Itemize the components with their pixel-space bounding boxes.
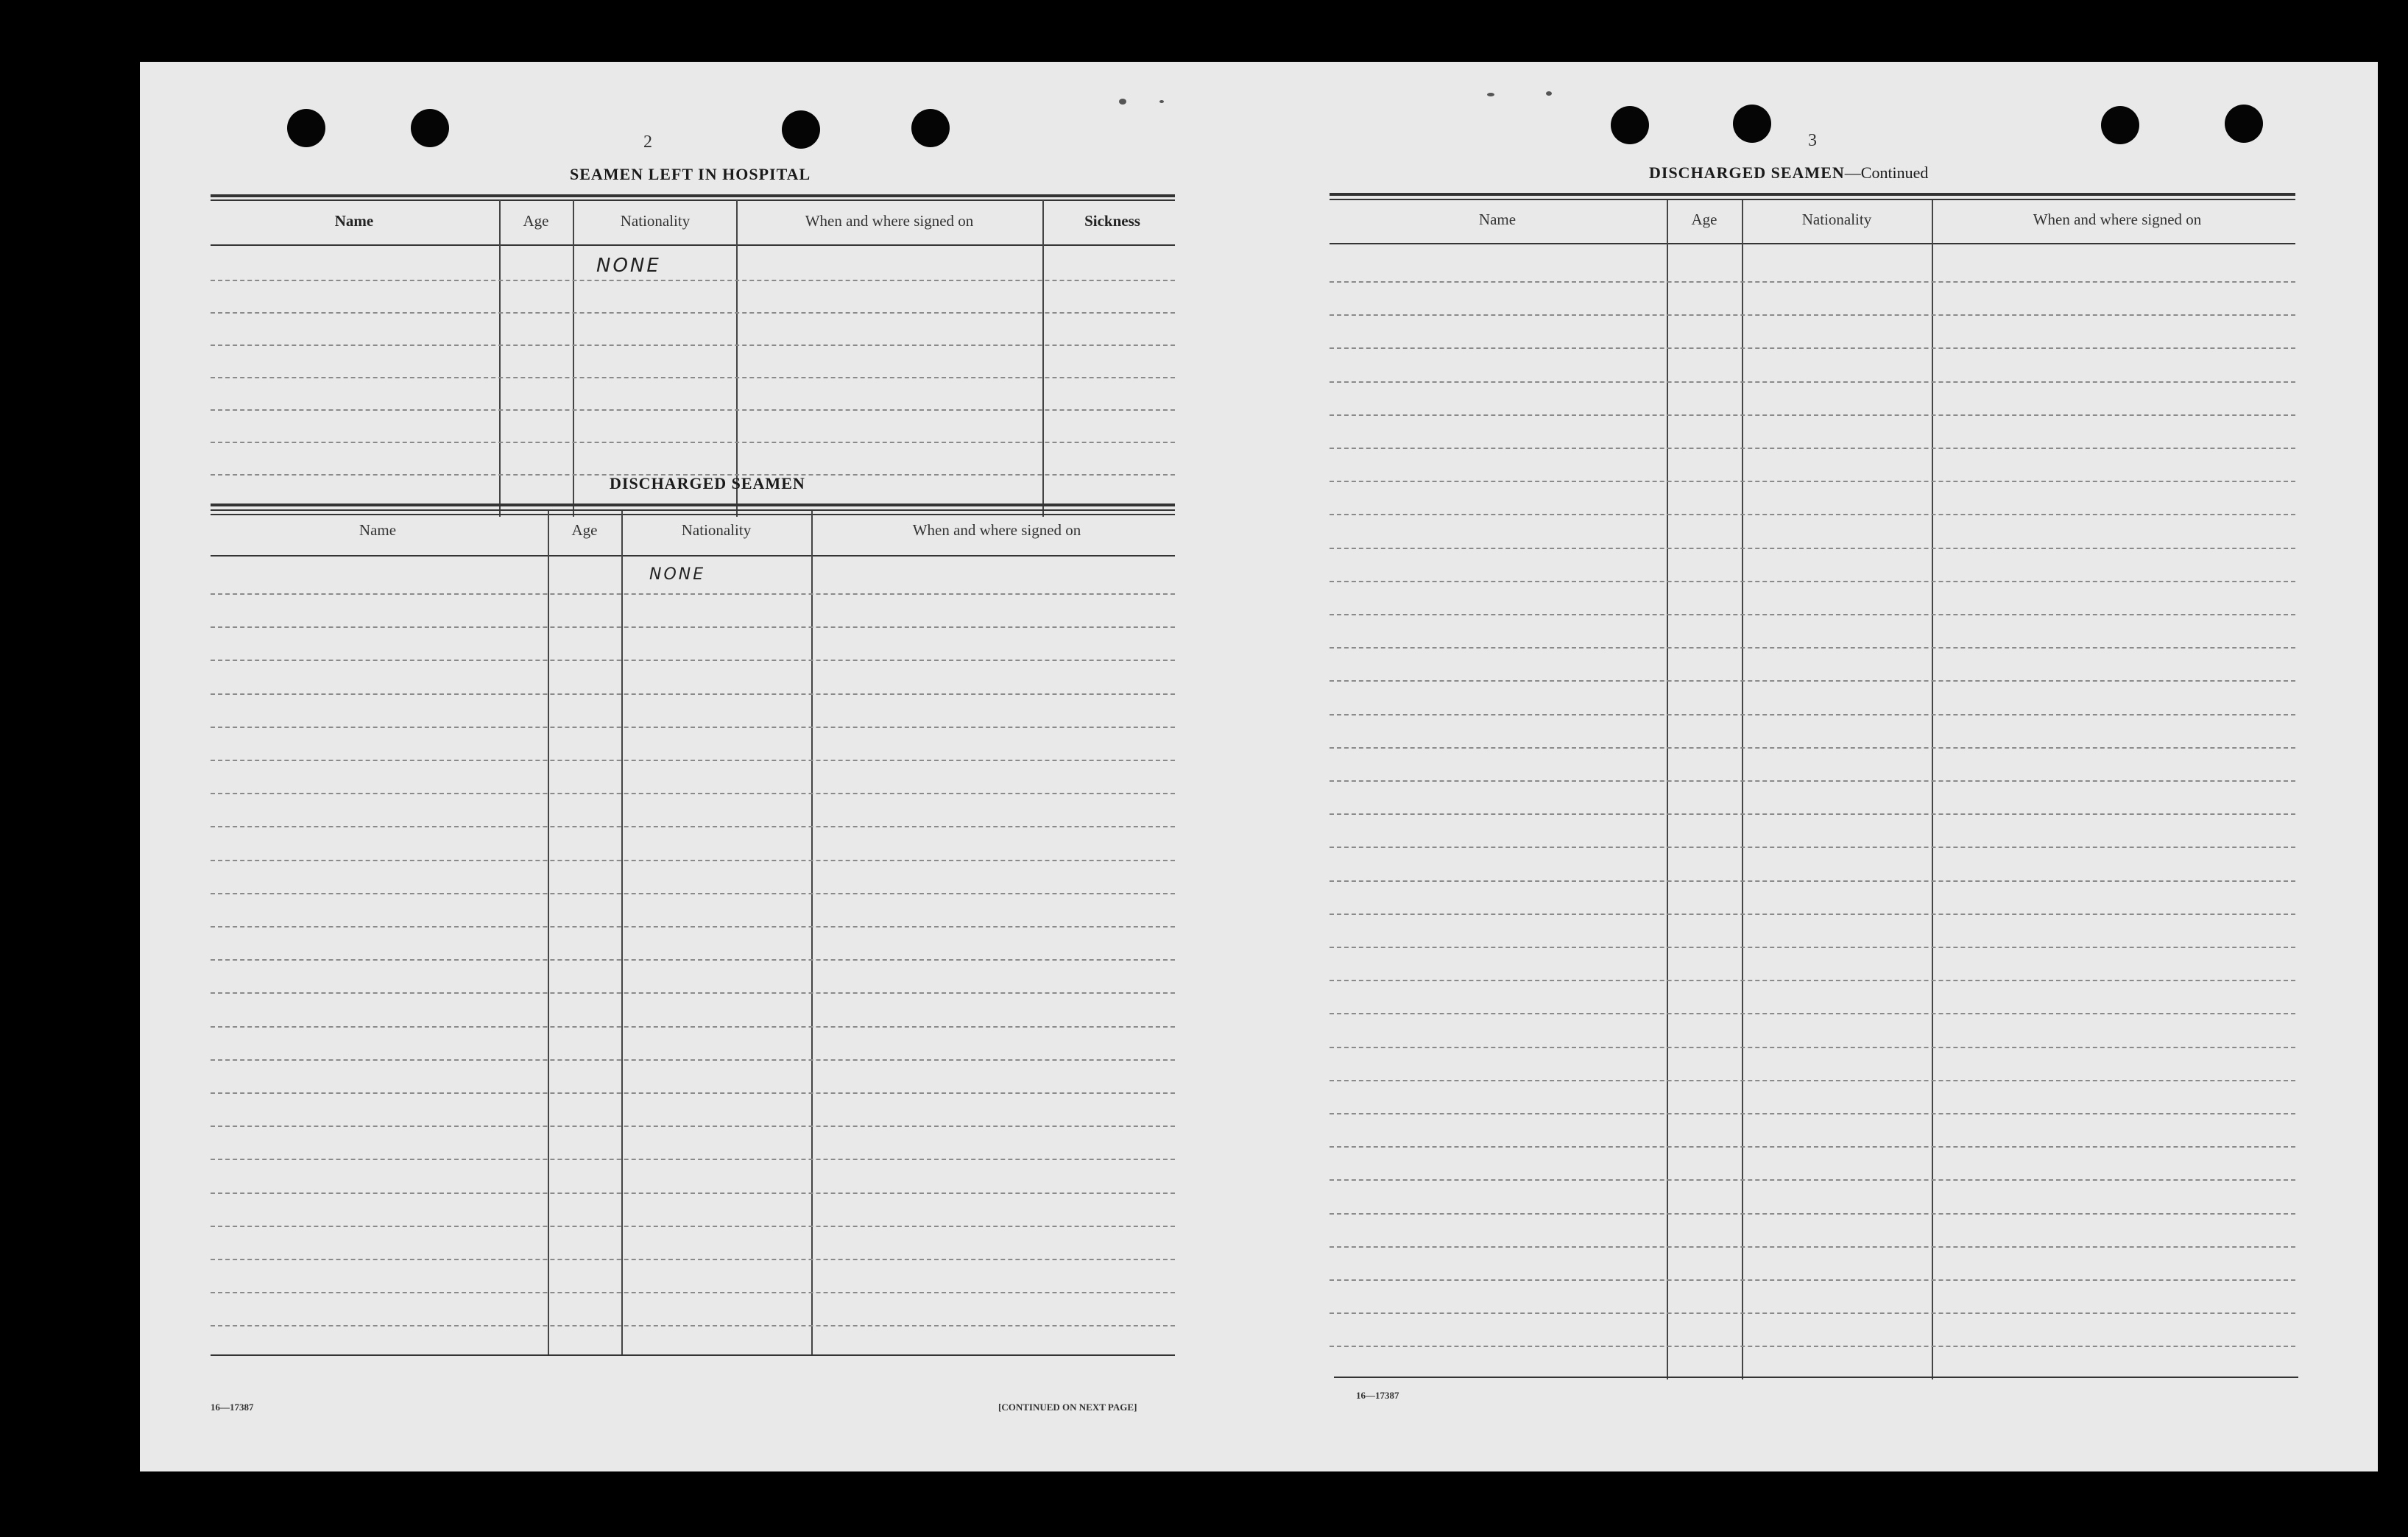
table-row xyxy=(211,926,1175,928)
table-top-rule xyxy=(1330,199,2295,200)
table-row xyxy=(1330,1047,2295,1048)
table-row xyxy=(1330,780,2295,782)
table-row xyxy=(1330,880,2295,882)
punch-hole xyxy=(411,109,449,147)
table-bottom-rule xyxy=(1334,1377,2298,1378)
table-row xyxy=(211,1026,1175,1028)
table-row xyxy=(1330,680,2295,682)
table-row xyxy=(1330,1113,2295,1114)
form-code: 16—17387 xyxy=(211,1402,254,1413)
table-row xyxy=(211,1126,1175,1127)
column-divider xyxy=(811,511,813,1356)
table-row xyxy=(1330,281,2295,283)
form-code: 16—17387 xyxy=(1356,1390,1399,1401)
punch-hole xyxy=(1611,106,1649,144)
table-row xyxy=(211,1159,1175,1160)
column-divider xyxy=(548,511,549,1356)
column-divider xyxy=(573,200,574,517)
table-row xyxy=(211,760,1175,761)
column-header-nationality: Nationality xyxy=(681,521,752,539)
table-row xyxy=(1330,614,2295,615)
table-row xyxy=(211,280,1175,281)
section-title-main: DISCHARGED SEAMEN xyxy=(1649,163,1845,182)
table-row xyxy=(211,660,1175,661)
table-top-rule xyxy=(211,199,1175,201)
punch-hole xyxy=(782,110,820,149)
column-header-sickness: Sickness xyxy=(1084,212,1140,230)
table-row xyxy=(1330,947,2295,948)
table-row xyxy=(211,727,1175,728)
continued-note: [CONTINUED ON NEXT PAGE] xyxy=(998,1402,1137,1413)
punch-hole xyxy=(2225,105,2263,143)
table-row xyxy=(1330,1146,2295,1148)
table-row xyxy=(1330,980,2295,981)
header-rule xyxy=(1330,243,2295,244)
scan-speck xyxy=(1119,99,1126,105)
section-title xyxy=(1649,163,1928,183)
page-number: 2 xyxy=(643,132,652,152)
column-header-signed-on: When and where signed on xyxy=(805,212,974,230)
handwritten-entry: NONE xyxy=(649,565,706,584)
table-row xyxy=(211,959,1175,961)
punch-hole xyxy=(2101,106,2139,144)
column-divider xyxy=(621,511,623,1356)
column-header-nationality: Nationality xyxy=(620,212,691,230)
table-bottom-rule xyxy=(211,514,1175,515)
header-rule xyxy=(211,244,1175,246)
table-row xyxy=(1330,647,2295,649)
table-row xyxy=(211,1059,1175,1061)
discharged-section-title: DISCHARGED SEAMEN xyxy=(610,474,805,492)
table-row xyxy=(1330,381,2295,383)
column-divider xyxy=(499,200,501,517)
column-header-name: Name xyxy=(1478,211,1517,228)
table-top-rule xyxy=(1330,193,2295,196)
table-row xyxy=(1330,514,2295,515)
column-header-age: Age xyxy=(523,212,549,230)
table-row xyxy=(211,1192,1175,1194)
table-row xyxy=(1330,1279,2295,1281)
column-header-name: Name xyxy=(334,212,374,230)
table-row xyxy=(1330,1246,2295,1248)
table-row xyxy=(211,312,1175,314)
table-row xyxy=(211,344,1175,346)
table-row xyxy=(211,1325,1175,1326)
table-row xyxy=(211,860,1175,861)
table-row xyxy=(211,626,1175,628)
table-row xyxy=(211,992,1175,994)
table-row xyxy=(1330,1179,2295,1181)
table-row xyxy=(1330,714,2295,716)
table-row xyxy=(211,1092,1175,1094)
table-row xyxy=(1330,747,2295,749)
scan-speck xyxy=(1487,93,1494,96)
document-sheet xyxy=(140,62,2378,1471)
table-row xyxy=(1330,581,2295,582)
column-divider xyxy=(1742,200,1743,1379)
header-rule xyxy=(211,555,1175,556)
punch-hole xyxy=(1733,105,1771,143)
table-row xyxy=(211,593,1175,595)
column-header-age: Age xyxy=(571,521,598,539)
punch-hole xyxy=(911,109,950,147)
column-divider xyxy=(1042,200,1044,517)
column-divider xyxy=(1667,200,1668,1379)
column-header-age: Age xyxy=(1691,211,1717,228)
table-row xyxy=(1330,314,2295,316)
table-bottom-rule xyxy=(211,1354,1175,1356)
table-row xyxy=(1330,481,2295,482)
table-row xyxy=(211,409,1175,411)
table-row xyxy=(1330,813,2295,815)
table-row xyxy=(211,693,1175,695)
table-row xyxy=(1330,1312,2295,1314)
punch-hole xyxy=(287,109,325,147)
table-row xyxy=(211,1292,1175,1293)
handwritten-entry: NONE xyxy=(596,255,661,277)
table-row xyxy=(211,793,1175,794)
table-row xyxy=(211,826,1175,827)
column-header-signed-on: When and where signed on xyxy=(912,521,1081,539)
table-top-rule xyxy=(211,509,1175,511)
column-divider xyxy=(1932,200,1933,1379)
table-row xyxy=(1330,847,2295,848)
column-header-signed-on: When and where signed on xyxy=(2033,211,2202,228)
section-title-suffix: —Continued xyxy=(1844,163,1929,182)
scan-speck xyxy=(1159,100,1164,103)
table-row xyxy=(1330,448,2295,449)
table-row xyxy=(1330,414,2295,416)
table-row xyxy=(211,1226,1175,1227)
table-row xyxy=(1330,1013,2295,1014)
column-header-name: Name xyxy=(359,521,397,539)
column-header-nationality: Nationality xyxy=(1801,211,1872,228)
table-row xyxy=(211,1259,1175,1260)
table-top-rule xyxy=(211,194,1175,197)
table-row xyxy=(1330,548,2295,549)
column-divider xyxy=(736,200,738,517)
table-row xyxy=(1330,1213,2295,1215)
table-row xyxy=(211,442,1175,443)
table-row xyxy=(1330,914,2295,915)
scan-speck xyxy=(1546,91,1552,96)
table-top-rule xyxy=(211,504,1175,506)
hospital-section-title: SEAMEN LEFT IN HOSPITAL xyxy=(570,165,811,183)
table-row xyxy=(1330,1080,2295,1081)
table-row xyxy=(1330,1346,2295,1347)
table-row xyxy=(211,893,1175,894)
table-row xyxy=(211,377,1175,378)
page-number: 3 xyxy=(1808,131,1817,150)
table-row xyxy=(1330,347,2295,349)
